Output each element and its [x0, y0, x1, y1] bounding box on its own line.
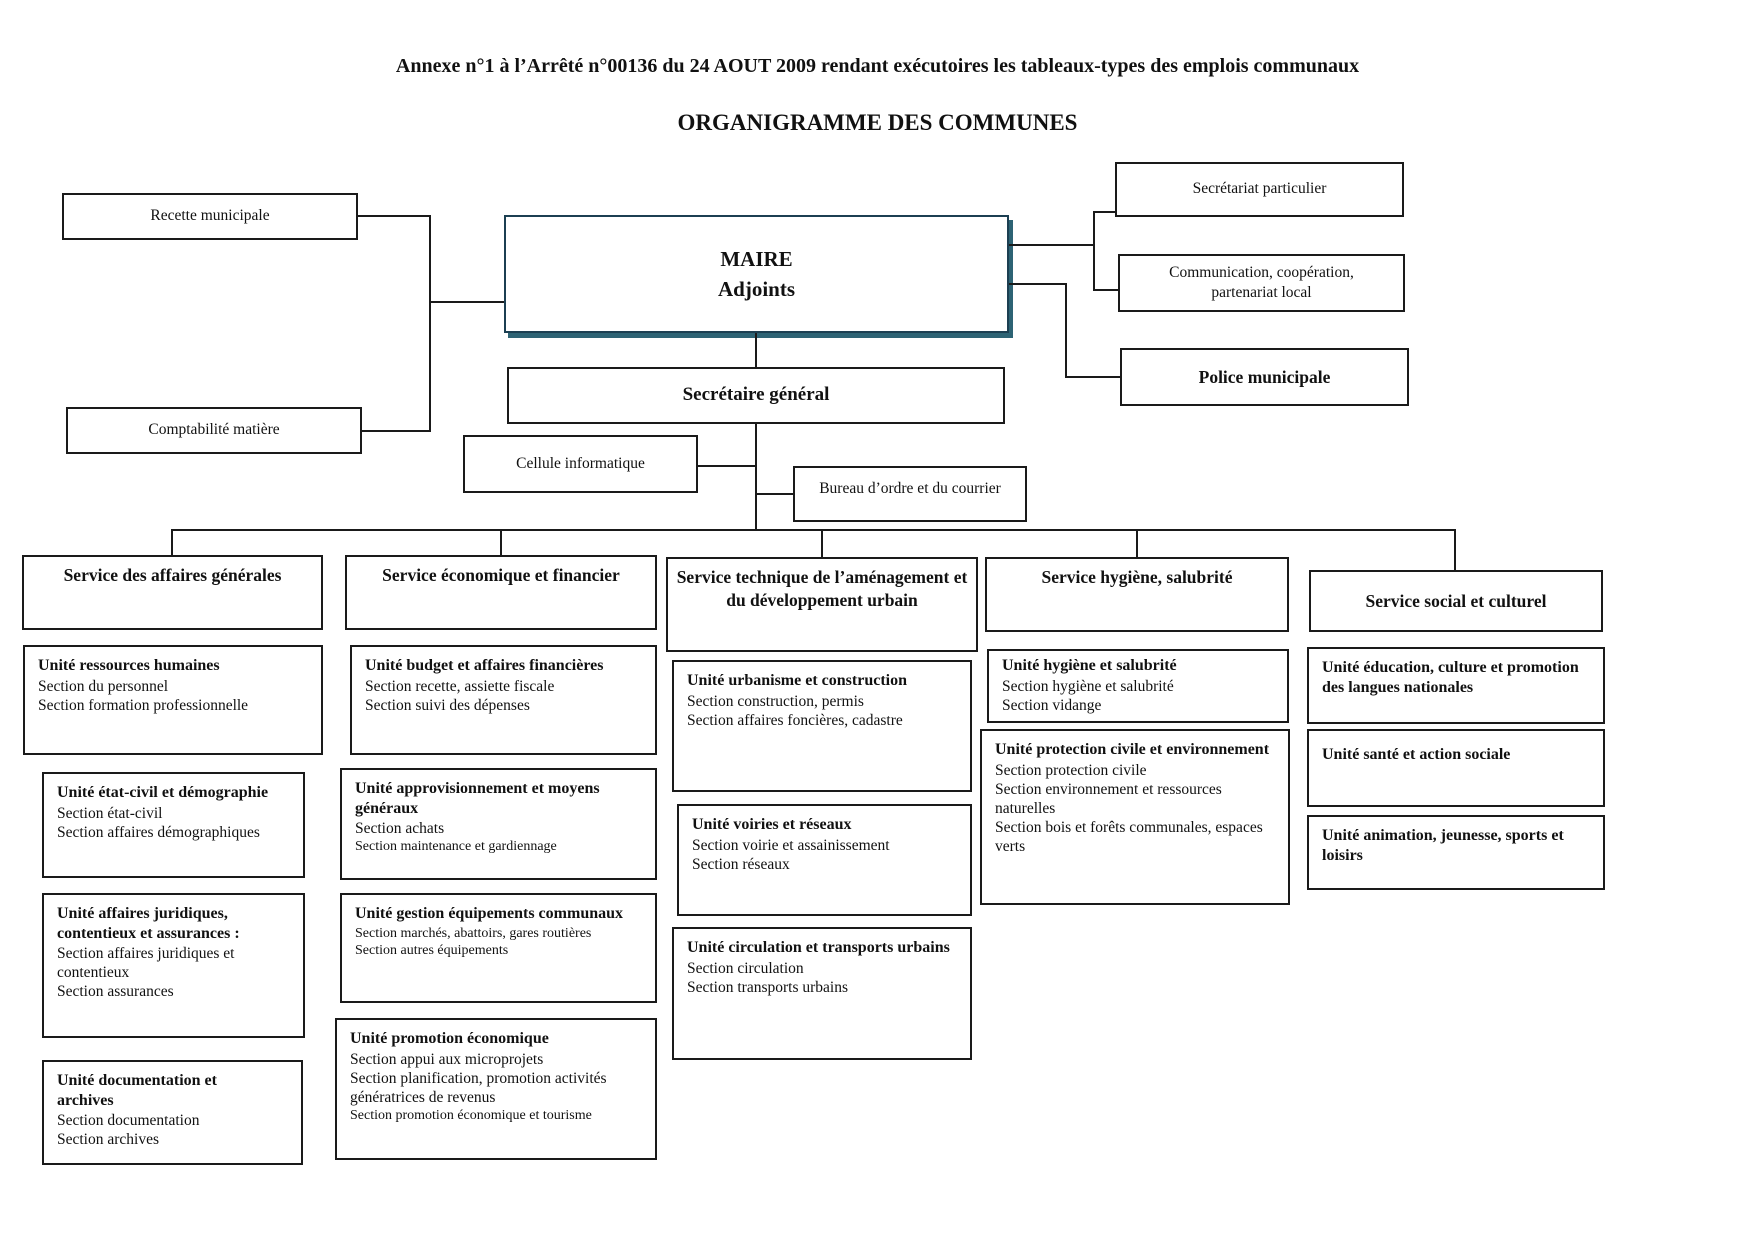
connector-line — [1065, 283, 1067, 378]
unit-promotion-economique — [335, 1018, 657, 1160]
connector-line — [1093, 289, 1120, 291]
box-secretariat-particulier — [1115, 162, 1404, 217]
unit-title: Unité circulation et transports urbains — [687, 939, 950, 956]
unit-section: Section hygiène et salubrité — [1002, 677, 1174, 695]
box-bureau-ordre-label: Bureau d’ordre et du courrier — [819, 480, 1001, 497]
unit-section: Section achats — [355, 820, 445, 838]
service-label-hygiene-salubrite: Service hygiène, salubrité — [1041, 567, 1233, 587]
unit-protection-civile-environnement — [980, 729, 1290, 905]
service-label-technique: Service technique de l’aménagement et du développement urbain — [676, 567, 968, 610]
box-cellule-informatique — [463, 435, 698, 493]
connector-line — [171, 529, 173, 556]
adjoints-label: Adjoints — [717, 277, 796, 301]
unit-title: Unité documentation et archives — [57, 1072, 217, 1109]
unit-title: Unité approvisionnement et moyens généraux — [355, 780, 600, 817]
unit-sante-action-sociale — [1307, 729, 1605, 807]
service-header-hygiene-salubrite — [985, 557, 1289, 632]
unit-section: Section environnement et ressources naturelles — [995, 780, 1222, 817]
box-communication-label: Communication, coopération, partenariat local — [1169, 263, 1354, 301]
box-secretaire-general — [507, 367, 1005, 424]
unit-section: Section voirie et assainissement — [692, 836, 890, 854]
unit-section: Section état-civil — [57, 804, 163, 822]
page-title: Annexe n°1 à l’Arrêté n°00136 du 24 AOUT 2009 rendant exécutoires les tableaux-types des emplois communaux — [395, 55, 1360, 77]
maire-label: MAIRE — [720, 246, 793, 271]
service-header-economique-financier — [345, 555, 657, 630]
unit-approvisionnement-moyens — [340, 768, 657, 880]
unit-title: Unité état-civil et démographie — [57, 784, 269, 801]
connector-line — [821, 529, 823, 558]
unit-urbanisme-construction — [672, 660, 972, 792]
box-communication-cooperation — [1118, 254, 1405, 312]
unit-title: Unité voiries et réseaux — [692, 816, 852, 833]
unit-title: Unité affaires juridiques, contentieux et assurances : — [57, 905, 240, 942]
connector-line — [698, 465, 756, 467]
service-header-technique — [666, 557, 978, 652]
unit-section: Section autres équipements — [355, 942, 509, 958]
unit-section: Section planification, promotion activités génératrices de revenus — [350, 1069, 607, 1106]
connector-line — [755, 333, 757, 367]
unit-affaires-juridiques — [42, 893, 305, 1038]
unit-ressources-humaines — [23, 645, 323, 755]
unit-section: Section suivi des dépenses — [365, 696, 530, 714]
unit-title: Unité protection civile et environnement — [995, 741, 1270, 758]
service-label-social-culturel: Service social et culturel — [1365, 590, 1547, 611]
connector-line — [1454, 529, 1456, 571]
box-bureau-ordre-courrier — [793, 466, 1027, 522]
service-label-economique-financier: Service économique et financier — [382, 565, 620, 585]
unit-title: Unité gestion équipements communaux — [355, 905, 624, 922]
unit-section: Section documentation — [57, 1112, 200, 1130]
unit-section: Section archives — [57, 1131, 160, 1149]
unit-section: Section bois et forêts communales, espaces verts — [995, 819, 1263, 856]
connector-line — [1093, 211, 1095, 291]
unit-animation-jeunesse-sports — [1307, 815, 1605, 890]
unit-section: Section formation professionnelle — [38, 696, 249, 714]
connector-line — [1009, 244, 1095, 246]
unit-documentation-archives — [42, 1060, 303, 1165]
unit-etat-civil-demographie — [42, 772, 305, 878]
box-maire-adjoints — [504, 215, 1009, 333]
unit-title: Unité hygiène et salubrité — [1002, 657, 1177, 674]
unit-section: Section construction, permis — [687, 692, 864, 710]
connector-line — [1093, 211, 1117, 213]
box-comptabilite-matiere — [66, 407, 362, 454]
unit-title: Unité budget et affaires financières — [365, 657, 604, 674]
unit-budget-affaires-financieres — [350, 645, 657, 755]
unit-section: Section marchés, abattoirs, gares routières — [355, 925, 592, 941]
unit-section: Section affaires démographiques — [57, 823, 260, 841]
unit-section: Section affaires juridiques et contentieux — [57, 945, 235, 982]
connector-line — [429, 215, 431, 432]
service-header-social-culturel — [1309, 570, 1603, 632]
box-police-municipale — [1120, 348, 1409, 406]
box-comptabilite-label: Comptabilité matière — [148, 421, 280, 439]
unit-section: Section promotion économique et tourisme — [350, 1108, 592, 1124]
unit-section: Section transports urbains — [687, 978, 849, 996]
unit-section: Section assurances — [57, 983, 174, 1001]
connector-line — [171, 529, 1456, 531]
box-recette-municipale — [62, 193, 358, 240]
unit-section: Section maintenance et gardiennage — [355, 839, 557, 855]
connector-line — [1009, 283, 1067, 285]
connector-line — [1136, 529, 1138, 558]
unit-section: Section circulation — [687, 959, 804, 977]
unit-hygiene-salubrite — [987, 649, 1289, 723]
service-label-affaires-generales: Service des affaires générales — [63, 565, 282, 585]
box-police-label: Police municipale — [1198, 366, 1331, 387]
unit-section: Section protection civile — [995, 761, 1147, 779]
connector-line — [1065, 376, 1122, 378]
unit-education-culture-langues — [1307, 647, 1605, 724]
unit-title: Unité promotion économique — [350, 1030, 549, 1047]
connector-line — [362, 430, 431, 432]
unit-voiries-reseaux — [677, 804, 972, 916]
org-chart-title: ORGANIGRAMME DES COMMUNES — [677, 110, 1078, 135]
unit-circulation-transports — [672, 927, 972, 1060]
box-cellule-informatique-label: Cellule informatique — [516, 454, 645, 472]
box-secretariat-particulier-label: Secrétariat particulier — [1192, 180, 1327, 198]
unit-title: Unité animation, jeunesse, sports et loisirs — [1322, 827, 1564, 864]
unit-section: Section réseaux — [692, 855, 790, 873]
unit-section: Section vidange — [1002, 696, 1102, 714]
connector-line — [755, 424, 757, 531]
connector-line — [500, 529, 502, 556]
unit-section: Section recette, assiette fiscale — [365, 677, 555, 695]
unit-title: Unité ressources humaines — [38, 657, 220, 674]
unit-gestion-equipements — [340, 893, 657, 1003]
unit-section: Section appui aux microprojets — [350, 1050, 544, 1068]
connector-line — [358, 215, 430, 217]
connector-line — [757, 493, 794, 495]
unit-title: Unité urbanisme et construction — [687, 672, 907, 689]
connector-line — [429, 301, 504, 303]
box-recette-municipale-label: Recette municipale — [150, 207, 270, 225]
box-secretaire-general-label: Secrétaire général — [682, 384, 830, 406]
unit-title: Unité éducation, culture et promotion des langues nationales — [1322, 659, 1579, 696]
service-header-affaires-generales — [22, 555, 323, 630]
unit-section: Section affaires foncières, cadastre — [687, 711, 903, 729]
unit-title: Unité santé et action sociale — [1322, 746, 1511, 763]
unit-section: Section du personnel — [38, 677, 169, 695]
